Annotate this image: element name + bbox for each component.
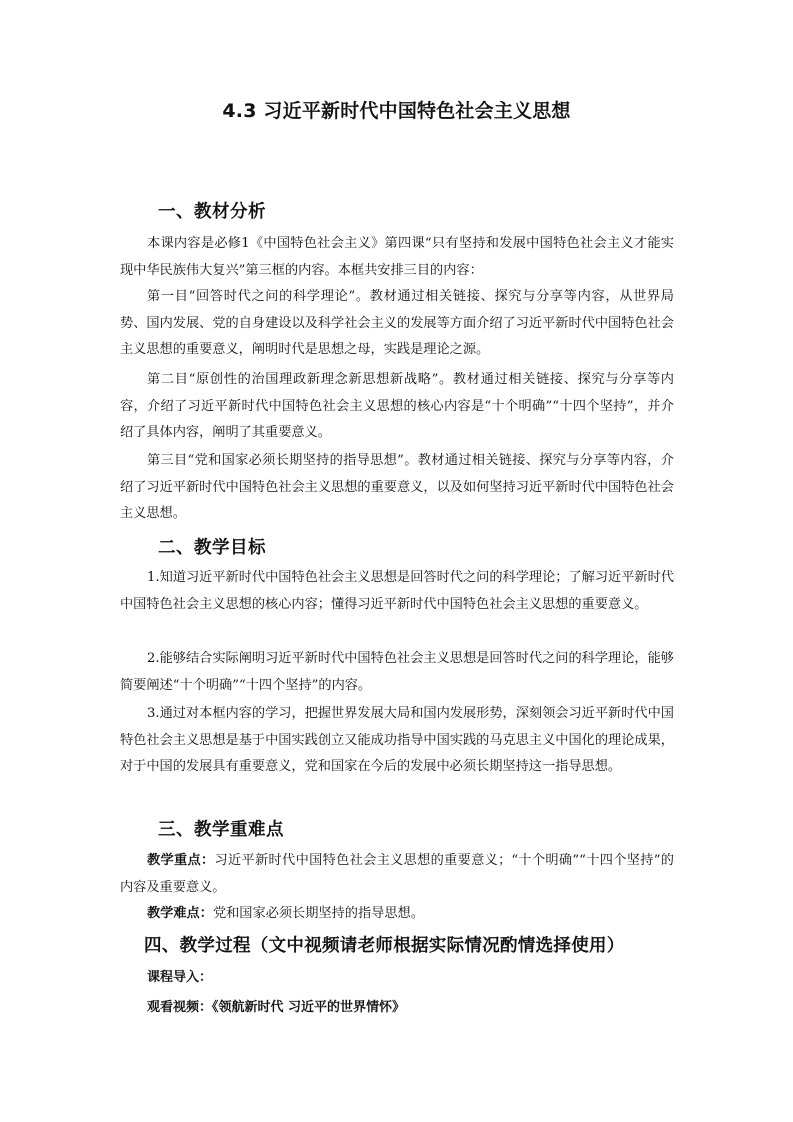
video-line: 观看视频：《领航新时代 习近平的世界情怀》 bbox=[147, 1000, 406, 1015]
section-heading-teaching-objectives: 二、教学目标 bbox=[158, 538, 266, 558]
section-heading-material-analysis: 一、教材分析 bbox=[158, 202, 266, 222]
section-heading-key-difficult-points: 三、教学重难点 bbox=[158, 820, 284, 840]
difficult-point-paragraph bbox=[120, 901, 674, 928]
objective-item: 1.知道习近平新时代中国特色社会主义思想是回答时代之问的科学理论；了解习近平新时代中国特色社会主义思想的核心内容；懂得习近平新时代中国特色社会主义思想的重要意义。 bbox=[120, 570, 674, 612]
paragraph: 本课内容是必修1《中国特色社会主义》第四课“只有坚持和发展中国特色社会主义才能实现中华民族伟大复兴”第三框的内容。本框共安排三目的内容： bbox=[120, 236, 674, 278]
key-point-label: 教学重点： bbox=[147, 853, 215, 868]
paragraph: 第三目“党和国家必须长期坚持的指导思想”。教材通过相关链接、探究与分享等内容，介绍了习近平新时代中国特色社会主义思想的重要意义，以及如何坚持习近平新时代中国特色社会主义思想。 bbox=[120, 453, 674, 521]
paragraph: 第一目“回答时代之问的科学理论”。教材通过相关链接、探究与分享等内容，从世界局势、国内发展、党的自身建设以及科学社会主义的发展等方面介绍了习近平新时代中国特色社会主义思想的重要意义，阐明时代是思想之母，实践是理论之源。 bbox=[120, 289, 674, 357]
document-title: 4.3 习近平新时代中国特色社会主义思想 bbox=[222, 100, 571, 122]
difficult-point-label: 教学难点： bbox=[147, 906, 213, 921]
key-point-paragraph bbox=[120, 848, 674, 901]
objective-item: 2.能够结合实际阐明习近平新时代中国特色社会主义思想是回答时代之问的科学理论，能够简要阐述“十个明确”“十四个坚持”的内容。 bbox=[120, 651, 674, 693]
objective-item: 3.通过对本框内容的学习，把握世界发展大局和国内发展形势，深刻领会习近平新时代中国特色社会主义思想是基于中国实践创立又能成功指导中国实践的马克思主义中国化的理论成果，对于中国的发展具有重要意义，党和国家在今后的发展中必须长期坚持这一指导思想。 bbox=[120, 706, 674, 774]
difficult-point-text: 党和国家必须长期坚持的指导思想。 bbox=[212, 906, 424, 921]
key-point-text: 习近平新时代中国特色社会主义思想的重要意义；“十个明确”“十四个坚持”的内容及重要意义。 bbox=[120, 853, 674, 895]
course-intro-label: 课程导入： bbox=[147, 970, 213, 985]
section-heading-teaching-process: 四、教学过程（文中视频请老师根据实际情况酌情选择使用） bbox=[144, 936, 625, 956]
paragraph: 第二目“原创性的治国理政新理念新思想新战略”。教材通过相关链接、探究与分享等内容，介绍了习近平新时代中国特色社会主义思想的核心内容是“十个明确”“十四个坚持”，并介绍了具体内容，阐明了其重要意义。 bbox=[120, 372, 674, 440]
